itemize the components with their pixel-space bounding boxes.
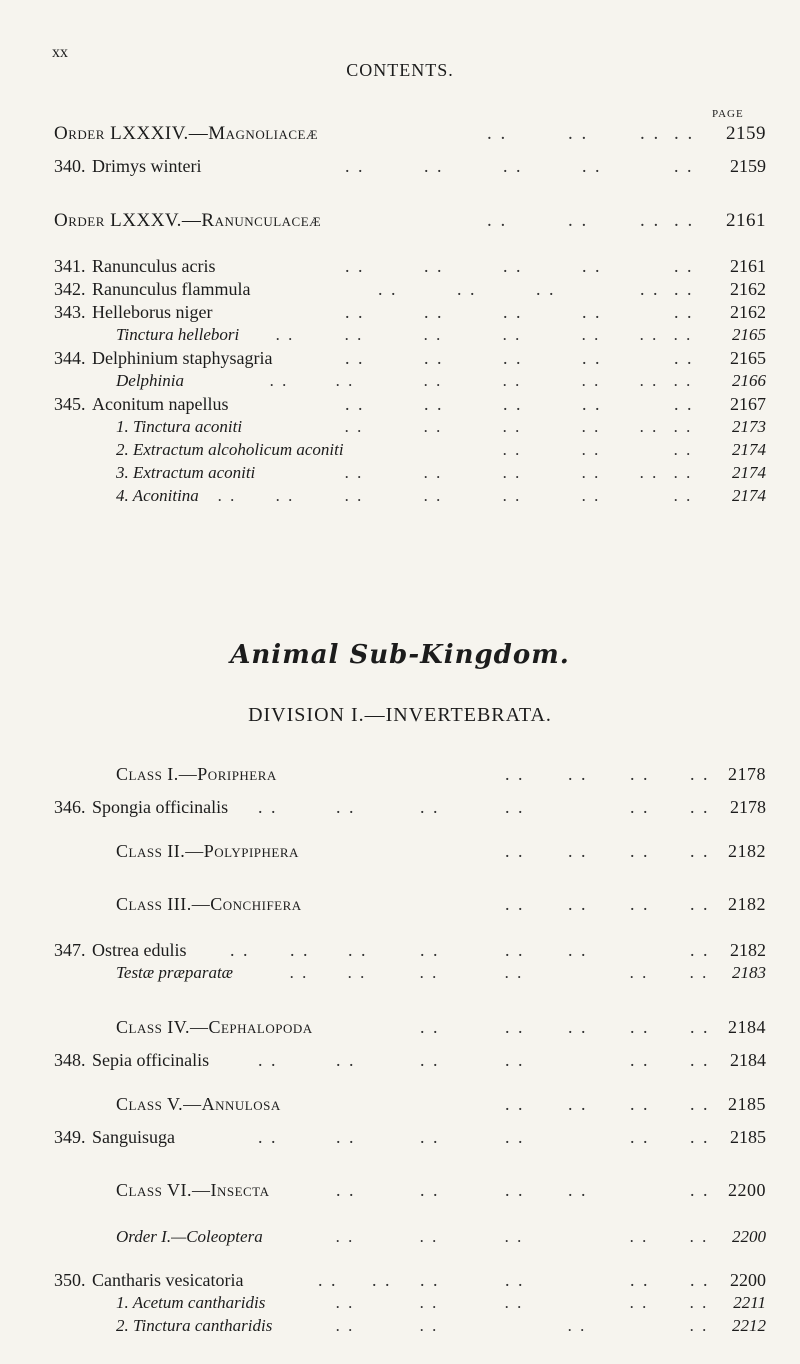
leader-dots: . . [690,940,710,960]
toc-entry [0,1050,800,1074]
leader-dots: . . [424,463,443,482]
entry-page: 2174 [732,463,766,482]
leader-dots: . . [348,963,367,982]
leader-dots: . . [420,797,440,817]
entry-page: 2165 [730,348,766,368]
toc-subentry [0,463,800,487]
leader-dots: . . [348,940,368,960]
toc-entry [0,279,800,303]
leader-dots: . . [505,841,525,861]
entry-page: 2167 [730,394,766,414]
leader-dots: . . [258,1050,278,1070]
leader-dots: . . [505,1094,525,1114]
leader-dots: . . [505,764,525,784]
entry-page: 2182 [728,841,766,861]
leader-dots: . . [336,1227,355,1246]
leader-dots: . . [420,1316,439,1335]
leader-dots: . . [424,256,444,276]
entry-page: 2182 [728,894,766,914]
leader-dots: . . [345,394,365,414]
leader-dots: . . [690,1227,709,1246]
leader-dots: . . [630,841,650,861]
entry-page: 2185 [730,1127,766,1147]
toc-subentry [0,371,800,395]
leader-dots: . . [640,279,660,299]
entry-page: 2174 [732,486,766,505]
leader-dots: . . [630,1293,649,1312]
leader-dots: . . [690,1094,710,1114]
leader-dots: . . [487,210,508,231]
toc-order-subheading [0,1227,800,1251]
leader-dots: . . [630,764,650,784]
leader-dots: . . [582,371,601,390]
leader-dots: . . [372,1270,392,1290]
entry-number: 346. [54,797,86,817]
leader-dots: . . [345,302,365,322]
leader-dots: . . [674,123,695,144]
leader-dots: . . [690,797,710,817]
leader-dots: . . [690,1293,709,1312]
leader-dots: . . [568,123,589,144]
entry-page: 2185 [728,1094,766,1114]
entry-number: 340. [54,156,86,176]
leader-dots: . . [336,371,355,390]
running-title: CONTENTS. [346,60,454,80]
leader-dots: . . [582,348,602,368]
leader-dots: . . [640,210,661,231]
leader-dots: . . [420,963,439,982]
division-heading: DIVISION I.—INVERTEBRATA. [248,704,552,726]
toc-class-heading [0,894,800,918]
leader-dots: . . [582,325,601,344]
entry-page: 2159 [726,123,766,144]
leader-dots: . . [503,394,523,414]
entry-page: 2200 [730,1270,766,1290]
leader-dots: . . [568,894,588,914]
entry-number: 347. [54,940,86,960]
leader-dots: . . [582,486,601,505]
leader-dots: . . [270,371,289,390]
leader-dots: . . [505,1180,525,1200]
leader-dots: . . [640,325,659,344]
leader-dots: . . [336,1127,356,1147]
toc-subentry [0,1316,800,1340]
leader-dots: . . [505,940,525,960]
leader-dots: . . [630,1270,650,1290]
leader-dots: . . [505,1270,525,1290]
leader-dots: . . [290,963,309,982]
leader-dots: . . [690,963,709,982]
leader-dots: . . [258,1127,278,1147]
leader-dots: . . [690,894,710,914]
leader-dots: . . [690,1017,710,1037]
leader-dots: . . [582,463,601,482]
leader-dots: . . [424,348,444,368]
leader-dots: . . [503,463,522,482]
leader-dots: . . [503,371,522,390]
leader-dots: . . [420,1127,440,1147]
leader-dots: . . [582,440,601,459]
toc-entry [0,797,800,821]
leader-dots: . . [505,894,525,914]
toc-subentry [0,1293,800,1317]
leader-dots: . . [420,1227,439,1246]
entry-text: Aconitum napellus [92,394,229,414]
entry-text: Tinctura hellebori [116,325,240,344]
entry-page: 2162 [730,302,766,322]
entry-number: 345. [54,394,86,414]
leader-dots: . . [690,1127,710,1147]
leader-dots: . . [424,371,443,390]
leader-dots: . . [674,417,693,436]
entry-text: Order LXXXIV.—Magnoliaceæ [54,123,319,144]
entry-text: Drimys winteri [92,156,202,176]
leader-dots: . . [674,440,693,459]
leader-dots: . . [690,1316,709,1335]
leader-dots: . . [630,894,650,914]
entry-text: Order I.—Coleoptera [116,1227,263,1246]
leader-dots: . . [276,325,295,344]
leader-dots: . . [420,1050,440,1070]
entry-text: Helleborus niger [92,302,213,322]
leader-dots: . . [420,940,440,960]
page-column-label: PAGE [712,108,744,120]
entry-page: 2174 [732,440,766,459]
leader-dots: . . [503,325,522,344]
leader-dots: . . [336,797,356,817]
leader-dots: . . [345,325,364,344]
toc-subentry [0,440,800,464]
kingdom-heading: Animal Sub-Kingdom. [230,640,570,670]
leader-dots: . . [420,1293,439,1312]
leader-dots: . . [230,940,250,960]
leader-dots: . . [345,256,365,276]
toc-entry [0,1127,800,1151]
leader-dots: . . [336,1180,356,1200]
leader-dots: . . [503,348,523,368]
leader-dots: . . [674,463,693,482]
leader-dots: . . [630,1017,650,1037]
entry-page: 2173 [732,417,766,436]
entry-page: 2159 [730,156,766,176]
leader-dots: . . [674,279,694,299]
entry-page: 2200 [728,1180,766,1200]
leader-dots: . . [505,1017,525,1037]
leader-dots: . . [630,1127,650,1147]
entry-text: Order LXXXV.—Ranunculaceæ [54,210,322,231]
entry-text: Ranunculus acris [92,256,216,276]
leader-dots: . . [690,1270,710,1290]
leader-dots: . . [690,841,710,861]
entry-number: 349. [54,1127,86,1147]
toc-entry [0,394,800,418]
toc-entry [0,940,800,964]
toc-class-heading [0,1017,800,1041]
leader-dots: . . [345,463,364,482]
leader-dots: . . [582,394,602,414]
leader-dots: . . [424,302,444,322]
leader-dots: . . [640,371,659,390]
leader-dots: . . [640,417,659,436]
toc-subentry [0,325,800,349]
leader-dots: . . [582,156,602,176]
leader-dots: . . [503,156,523,176]
leader-dots: . . [568,1094,588,1114]
leader-dots: . . [674,325,693,344]
entry-page: 2165 [732,325,766,344]
leader-dots: . . [503,256,523,276]
entry-text: 1. Acetum cantharidis [116,1293,266,1312]
entry-number: 348. [54,1050,86,1070]
toc-entry [0,302,800,326]
leader-dots: . . [674,348,694,368]
leader-dots: . . [424,486,443,505]
toc-subentry [0,486,800,510]
leader-dots: . . [568,764,588,784]
leader-dots: . . [505,1227,524,1246]
entry-text: Class II.—Polypiphera [116,841,299,861]
entry-page: 2178 [728,764,766,784]
entry-page: 2184 [730,1050,766,1070]
leader-dots: . . [568,1316,587,1335]
entry-page: 2212 [732,1316,766,1335]
toc-entry [0,348,800,372]
leader-dots: . . [568,841,588,861]
leader-dots: . . [345,348,365,368]
leader-dots: . . [424,156,444,176]
leader-dots: . . [345,156,365,176]
entry-text: 3. Extractum aconiti [116,463,256,482]
leader-dots: . . [336,1293,355,1312]
entry-page: 2166 [732,371,766,390]
leader-dots: . . [505,797,525,817]
leader-dots: . . [336,1316,355,1335]
leader-dots: . . [674,371,693,390]
toc-entry [0,1270,800,1294]
leader-dots: . . [336,1050,356,1070]
leader-dots: . . [674,156,694,176]
toc-class-heading [0,1180,800,1204]
leader-dots: . . [424,394,444,414]
entry-number: 341. [54,256,86,276]
entry-page: 2161 [730,256,766,276]
leader-dots: . . [582,417,601,436]
entry-text: 2. Tinctura cantharidis [116,1316,273,1335]
leader-dots: . . [505,1293,524,1312]
leader-dots: . . [424,325,443,344]
leader-dots: . . [674,210,695,231]
leader-dots: . . [630,1094,650,1114]
leader-dots: . . [378,279,398,299]
leader-dots: . . [630,797,650,817]
leader-dots: . . [568,210,589,231]
entry-text: Class III.—Conchifera [116,894,302,914]
toc-entry [0,156,800,180]
entry-text: 4. Aconitina [116,486,199,505]
leader-dots: . . [503,440,522,459]
leader-dots: . . [690,1180,710,1200]
leader-dots: . . [276,486,295,505]
entry-page: 2182 [730,940,766,960]
entry-number: 342. [54,279,86,299]
toc-order-heading [0,210,800,234]
leader-dots: . . [630,963,649,982]
leader-dots: . . [505,963,524,982]
entry-page: 2161 [726,210,766,231]
leader-dots: . . [487,123,508,144]
leader-dots: . . [420,1180,440,1200]
entry-page: 2178 [730,797,766,817]
leader-dots: . . [690,764,710,784]
toc-class-heading [0,841,800,865]
leader-dots: . . [568,1180,588,1200]
leader-dots: . . [420,1017,440,1037]
leader-dots: . . [674,486,693,505]
entry-page: 2184 [728,1017,766,1037]
leader-dots: . . [290,940,310,960]
leader-dots: . . [318,1270,338,1290]
entry-text: Testæ præparatæ [116,963,233,982]
leader-dots: . . [630,1050,650,1070]
entry-text: Class I.—Poriphera [116,764,277,784]
entry-page: 2200 [732,1227,766,1246]
entry-text: Ranunculus flammula [92,279,251,299]
toc-order-heading [0,123,800,147]
entry-text: Spongia officinalis [92,797,229,817]
leader-dots: . . [536,279,556,299]
leader-dots: . . [674,256,694,276]
entry-text: Class IV.—Cephalopoda [116,1017,313,1037]
leader-dots: . . [505,1050,525,1070]
entry-page: 2211 [733,1293,766,1312]
toc-class-heading [0,764,800,788]
leader-dots: . . [503,417,522,436]
entry-number: 344. [54,348,86,368]
entry-text: Sepia officinalis [92,1050,210,1070]
leader-dots: . . [568,1017,588,1037]
leader-dots: . . [424,417,443,436]
page-number: xx [52,44,68,61]
leader-dots: . . [582,256,602,276]
entry-text: Cantharis vesicatoria [92,1270,244,1290]
leader-dots: . . [258,797,278,817]
leader-dots: . . [218,486,237,505]
entry-text: Delphinium staphysagria [92,348,273,368]
leader-dots: . . [640,463,659,482]
leader-dots: . . [503,302,523,322]
entry-text: 1. Tinctura aconiti [116,417,243,436]
leader-dots: . . [420,1270,440,1290]
toc-subentry [0,963,800,987]
entry-page: 2183 [732,963,766,982]
entry-number: 350. [54,1270,86,1290]
leader-dots: . . [345,486,364,505]
entry-number: 343. [54,302,86,322]
entry-text: Class VI.—Insecta [116,1180,270,1200]
leader-dots: . . [674,394,694,414]
leader-dots: . . [630,1227,649,1246]
entry-text: 2. Extractum alcoholicum aconiti [116,440,344,459]
entry-text: Class V.—Annulosa [116,1094,281,1114]
leader-dots: . . [582,302,602,322]
entry-text: Sanguisuga [92,1127,175,1147]
leader-dots: . . [690,1050,710,1070]
entry-text: Delphinia [116,371,184,390]
leader-dots: . . [457,279,477,299]
toc-subentry [0,417,800,441]
leader-dots: . . [345,417,364,436]
toc-entry [0,256,800,280]
entry-page: 2162 [730,279,766,299]
leader-dots: . . [505,1127,525,1147]
toc-class-heading [0,1094,800,1118]
leader-dots: . . [674,302,694,322]
leader-dots: . . [640,123,661,144]
leader-dots: . . [568,940,588,960]
entry-text: Ostrea edulis [92,940,187,960]
leader-dots: . . [503,486,522,505]
